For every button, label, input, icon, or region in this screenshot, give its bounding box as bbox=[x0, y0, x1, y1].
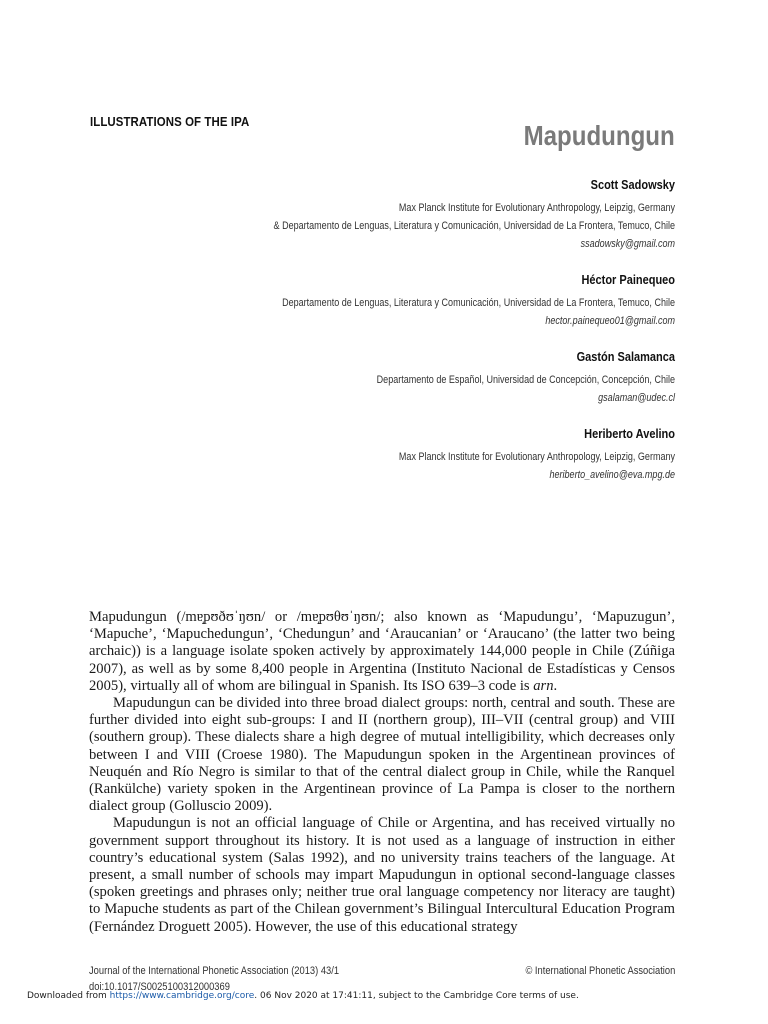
author-email[interactable]: heriberto_avelino@eva.mpg.de bbox=[549, 469, 675, 481]
author-email[interactable]: hector.painequeo01@gmail.com bbox=[545, 315, 675, 327]
journal-citation: Journal of the International Phonetic Association (2013) 43/1 bbox=[89, 965, 340, 977]
body-text bbox=[89, 609, 675, 936]
author-name: Heriberto Avelino bbox=[584, 427, 675, 441]
download-prefix: Downloaded from bbox=[27, 991, 110, 1001]
author-block bbox=[115, 425, 675, 484]
paragraph-text: Mapudungun (/mɐ̝pʊðʊˈŋʊn/ or /mɐ̝pʊθʊˈŋʊn/; also known as ‘Mapudungu’, ‘Mapuzugun’, ‘Mapuche’, ‘Mapuchedungun’, ‘Chedungun’ and ‘Araucanian’ or ‘Araucano’ (the latter two being archaic)) is a language isolate spoken actively by approximately 144,000 people in Chile (Zúñiga 2007), as well as by some 8,400 people in Argentina (Instituto Nacional de Estadísticas y Censos 2005), virtually all of whom are bilingual in Spanish. Its ISO 639–3 code is bbox=[89, 609, 675, 694]
section-label: ILLUSTRATIONS OF THE IPA bbox=[90, 114, 250, 129]
author-block bbox=[115, 271, 675, 330]
author-email[interactable]: gsalaman@udec.cl bbox=[598, 392, 675, 404]
paragraph: Mapudungun can be divided into three broad dialect groups: north, central and south. These are further divided into eight sub-groups: I and II (northern group), III–VII (central group) and VIII (southern group). These dialects share a high degree of mutual intelligibility, which decreases only between I and VIII (Croese 1980). The Mapudungun spoken in the Argentinean provinces of Neuquén and Río Negro is similar to that of the central dialect group in Chile, while the Ranquel (Rankülche) variety spoken in the Argentinean province of La Pampa is closer to the northern dialect group (Golluscio 2009). bbox=[89, 695, 675, 815]
author-name: Gastón Salamanca bbox=[576, 350, 675, 364]
paragraph-text: . bbox=[553, 677, 558, 694]
author-affiliation: Max Planck Institute for Evolutionary Anthropology, Leipzig, Germany bbox=[398, 202, 675, 214]
paragraph: Mapudungun is not an official language of Chile or Argentina, and has received virtually no government support throughout its history. It is not used as a language of instruction in either country’s educational system (Salas 1992), and no university trains teachers of the language. At present, a small number of schools may impart Mapudungun in optional second-language classes (spoken greetings and phrases only; neither true oral language competency nor literacy are taught) to Mapuche students as part of the Chilean government’s Bilingual Intercultural Education Program (Fernández Droguett 2005). However, the use of this educational strategy bbox=[89, 815, 675, 935]
author-block bbox=[115, 348, 675, 407]
author-email[interactable]: ssadowsky@gmail.com bbox=[580, 238, 675, 250]
author-affiliation: & Departamento de Lenguas, Literatura y Comunicación, Universidad de La Frontera, Temuco, Chile bbox=[273, 220, 675, 232]
author-block bbox=[115, 176, 675, 253]
copyright-notice: © International Phonetic Association bbox=[525, 965, 675, 977]
author-affiliation: Max Planck Institute for Evolutionary Anthropology, Leipzig, Germany bbox=[398, 451, 675, 463]
author-name: Héctor Painequeo bbox=[581, 273, 675, 287]
cambridge-core-link[interactable]: https://www.cambridge.org/core bbox=[109, 991, 255, 1001]
download-suffix: . 06 Nov 2020 at 17:41:11, subject to the Cambridge Core terms of use. bbox=[254, 991, 579, 1001]
paragraph bbox=[89, 609, 675, 695]
download-notice bbox=[27, 991, 579, 1001]
article-title: Mapudungun bbox=[523, 120, 675, 151]
iso-code: arn bbox=[533, 677, 554, 694]
author-name: Scott Sadowsky bbox=[590, 178, 675, 192]
author-affiliation: Departamento de Lenguas, Literatura y Comunicación, Universidad de La Frontera, Temuco, Chile bbox=[282, 297, 675, 309]
author-affiliation: Departamento de Español, Universidad de Concepción, Concepción, Chile bbox=[376, 374, 675, 386]
doi[interactable]: doi:10.1017/S0025100312000369 bbox=[89, 981, 230, 993]
author-list bbox=[115, 176, 675, 502]
